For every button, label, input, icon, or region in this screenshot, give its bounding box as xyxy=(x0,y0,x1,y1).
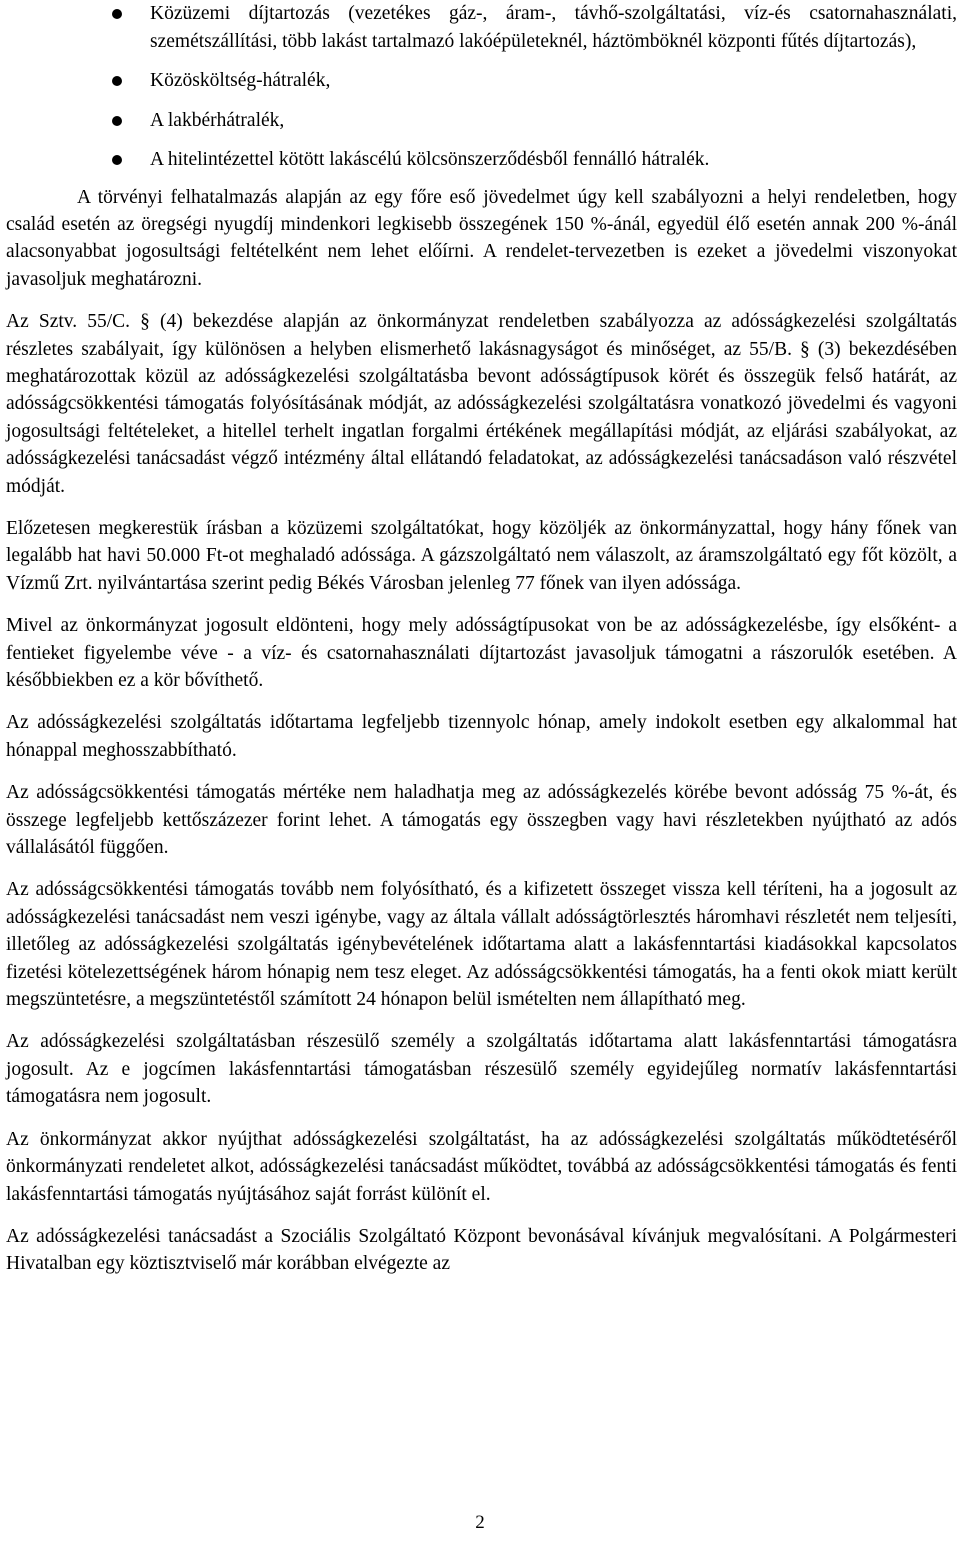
paragraph-housing-support: Az adósságkezelési szolgáltatásban részesülő személy a szolgáltatás időtartama alatt lakásfenntartási támogatásra jogosult. Az e jogcímen lakásfenntartási támogatásban részesülő személy egyidejűleg normatív lakásfenntartási támogatásra nem jogosult. xyxy=(6,1031,957,1108)
bullet-icon xyxy=(112,76,122,86)
document-page xyxy=(6,0,957,1278)
bullet-icon xyxy=(112,9,122,19)
list-item: A hitelintézettel kötött lakáscélú kölcsönszerződésből fennálló hátralék. xyxy=(6,146,957,174)
list-item: A lakbérhátralék, xyxy=(6,107,957,135)
list-item: Közösköltség-hátralék, xyxy=(6,67,957,95)
paragraph-utility-inquiry: Előzetesen megkerestük írásban a közüzemi szolgáltatókat, hogy közöljék az önkormányzattal, hogy hány főnek van legalább hat havi 50.000 Ft-ot meghaladó adóssága. A gázszolgáltató nem válaszolt, az áramszolgáltató egy főt közölt, a Vízmű Zrt. nyilvántartása szerint pedig Békés Városban jelenleg 77 főnek van ilyen adóssága. xyxy=(6,517,957,594)
paragraph-duration: Az adósságkezelési szolgáltatás időtartama legfeljebb tizennyolc hónap, amely indokolt esetben egy alkalommal hat hónappal meghosszabbítható. xyxy=(6,712,957,761)
paragraph-counseling: Az adósságkezelési tanácsadást a Szociális Szolgáltató Központ bevonásával kívánjuk megvalósítani. A Polgármesteri Hivatalban egy köztisztviselő már korábban elvégezte az xyxy=(6,1225,957,1275)
page-number: 2 xyxy=(475,1512,485,1533)
list-item: Közüzemi díjtartozás (vezetékes gáz-, áram-, távhő-szolgáltatási, víz-és csatornahasználati, szemétszállítási, több lakást tartalmazó lakóépületeknél, háztömböknél központi fűtés díjtartozás), xyxy=(6,0,957,55)
paragraph-support-amount: Az adósságcsökkentési támogatás mértéke nem haladhatja meg az adósságkezelés körébe bevont adósság 75 %-át, és összege legfeljebb kettőszázezer forint lehet. A támogatás egy összegben vagy havi részletekben nyújtható az adós vállalásától függően. xyxy=(6,782,957,859)
debt-type-list xyxy=(6,0,957,174)
bullet-icon xyxy=(112,155,122,165)
paragraph-debt-types: Mivel az önkormányzat jogosult eldönteni, hogy mely adósságtípusokat von be az adósságkezelésbe, így elsőként- a fentieket figyelembe véve - a víz- és csatornahasználati díjtartozást javasoljuk támogatni a rászorulók esetében. A későbbiekben ez a kör bővíthető. xyxy=(6,615,957,691)
paragraph-termination: Az adósságcsökkentési támogatás tovább nem folyósítható, és a kifizetett összeget vissza kell téríteni, ha a jogosult az adósságkezelési tanácsadást nem veszi igénybe, vagy az általa vállalt adósságtörlesztés háromhavi részletét nem teljesíti, illetőleg az adósságkezelési szolgáltatás igénybevételének időtartama alatt a lakásfenntartási kiadásokkal kapcsolatos fizetési kötelezettségének három hónapig nem tesz eleget. Az adósságcsökkentési támogatás, ha a fenti okok miatt került megszüntetésre, a megszüntetéstől számított 24 hónapon belül ismételten nem állapítható meg. xyxy=(6,879,957,1011)
bullet-icon xyxy=(112,116,122,126)
paragraph-sztv-regulation: Az Sztv. 55/C. § (4) bekezdése alapján az önkormányzat rendeletben szabályozza az adósságkezelési szolgáltatás részletes szabályait, így különösen a helyben elismerhető lakásnagyságot és minőséget, az 55/B. § (3) bekezdésében meghatározottak közül az adósságkezelési szolgáltatásba bevont adósságtípusok körét és összegük felső határát, az adósságcsökkentési támogatás folyósításának módját, az adósságkezelési szolgáltatásra vonatkozó jövedelmi és vagyoni jogosultsági feltételeket, a hitellel terhelt ingatlan forgalmi értékének megállapítási módját, az eljárási szabályokat, az adósságkezelési tanácsadást végző intézmény által ellátandó feladatokat, az adósságkezelési tanácsadáson való részvétel módját. xyxy=(6,311,957,497)
paragraph-conditions: Az önkormányzat akkor nyújthat adósságkezelési szolgáltatást, ha az adósságkezelési szolgáltatás működtetéséről önkormányzati rendeletet alkot, adósságkezelési tanácsadást működtet, továbbá az adósságcsökkentési támogatás és fenti lakásfenntartási támogatás nyújtásához saját forrást különít el. xyxy=(6,1128,957,1205)
paragraph-income-rules: A törvényi felhatalmazás alapján az egy főre eső jövedelmet úgy kell szabályozni a helyi rendeletben, hogy család esetén az öregségi nyugdíj mindenkori legkisebb összegének 150 %-ánál, egyedül élő esetén annak 200 %-ánál alacsonyabbat jogosultsági feltételként nem lehet előírni. A rendelet-tervezetben is ezeket a jövedelmi viszonyokat javasoljuk meghatározni. xyxy=(6,186,957,290)
